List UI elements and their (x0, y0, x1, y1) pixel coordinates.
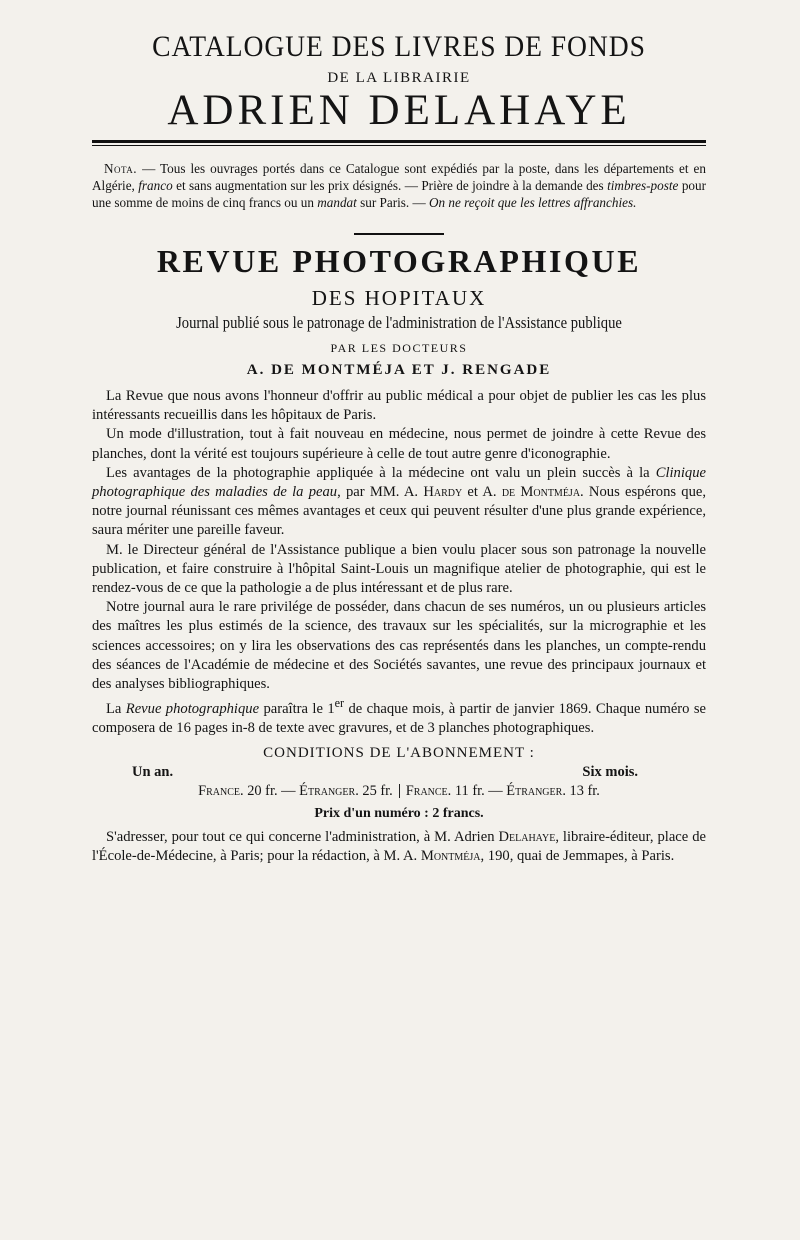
price-1: . 20 fr. — (240, 782, 300, 799)
nota-timbres: timbres-poste (607, 178, 679, 193)
conditions-title: CONDITIONS DE L'ABONNEMENT : (263, 744, 535, 761)
etranger-1: Étranger (299, 782, 356, 799)
address-text-c: , 190, quai de Jemmapes, à Paris. (480, 847, 675, 864)
p3-text-c: et A. (462, 484, 502, 501)
authors: A. DE MONTMÉJA ET J. RENGADE (246, 362, 552, 378)
paragraph-4: M. le Directeur général de l'Assistance publique a bien voulu placer sous son patronage la nouvelle publication, et faire construire à l'hôpital Saint-Louis un magnifique atelier de photographie, qui est le rendez-vous de ce que la pathologie a de plus intéressant et de plus rare. (92, 541, 706, 597)
paragraph-5: Notre journal aura le rare privilége de posséder, dans chacun de ses numéros, un ou plusieurs articles des maîtres les plus estimés de la science, des travaux sur les spécialités, sur la micrographie et les sciences accessoires; on y lira les observations des cas représentés dans les planches, un compte-rendu des séances de l'Académie de médecine et des Sociétés savantes, une revue des principaux journaux et des analyses bibliographiques. (92, 599, 706, 693)
p6-text-b: paraîtra le 1 (259, 701, 335, 718)
price-2: . 25 fr. (355, 782, 393, 799)
revue-title: REVUE PHOTOGRAPHIQUE (156, 243, 642, 279)
address-block (92, 828, 706, 866)
catalogue-title: CATALOGUE DES LIVRES DE FONDS (152, 30, 646, 63)
section-divider (354, 233, 444, 235)
par-les-docteurs: PAR LES DOCTEURS (330, 341, 468, 355)
nota-franco: franco (138, 178, 173, 193)
header-rule-thick (92, 140, 706, 143)
de-la-librairie: DE LA LIBRAIRIE (327, 70, 471, 86)
france-1: France (198, 782, 240, 799)
p6-text-a: La (106, 701, 126, 718)
nota-mandat: mandat (317, 195, 357, 210)
price-line (92, 783, 706, 800)
paragraph-3 (92, 464, 706, 541)
address-delahaye: Delahaye (498, 828, 556, 845)
price-3: . 11 fr. — (447, 782, 507, 799)
nota-lead: Nota. (104, 161, 138, 176)
paragraph-6 (92, 694, 706, 738)
nota-paragraph (92, 160, 706, 211)
france-2: France (405, 782, 448, 799)
prix-numero: Prix d'un numéro : 2 francs. (314, 805, 484, 821)
p6-italic-title: Revue photographique (125, 701, 260, 718)
p3-montmeja: de Montméja (501, 484, 581, 501)
paragraph-2: Un mode d'illustration, tout à fait nouveau en médecine, nous permet de joindre à cette Revue des planches, dont la vérité est toujours supérieure à celle de tout autre genre d'iconographie. (92, 426, 706, 462)
address-text-a: S'adresser, pour tout ce qui concerne l'administration, à M. Adrien (106, 828, 499, 845)
paragraph-1: La Revue que nous avons l'honneur d'offrir au public médical a pour objet de publier les cas les plus intéressants recueillis dans les hôpitaux de Paris. (92, 388, 706, 424)
separator-bar-icon (399, 784, 400, 798)
p3-italic-title: Clinique photographique des maladies de la peau (92, 464, 706, 501)
un-an-label: Un an. (132, 763, 174, 780)
publisher-name: ADRIEN DELAHAYE (167, 87, 631, 134)
p3-hardy: Hardy (423, 484, 463, 501)
nota-text-2: et sans augmentation sur les prix désignés. — Prière de joindre à la demande des (172, 178, 608, 193)
address-text-b: , libraire-éditeur, place de l'École-de-Médecine, à Paris; pour la rédaction, à M. A. (92, 828, 706, 864)
p6-text-c: de chaque mois, à partir de janvier 1869. Chaque numéro se composera de 16 pages in-8 de texte avec gravures, et de 3 planches photographiques. (92, 701, 706, 737)
etranger-2: Étranger (506, 782, 563, 799)
p3-text-a: Les avantages de la photographie appliquée à la médecine ont valu un plein succès à la (106, 464, 656, 481)
revue-subtitle: DES HOPITAUX (311, 286, 487, 310)
nota-lettres: On ne reçoit que les lettres affranchies. (428, 195, 637, 210)
p3-text-b: , par MM. A. (337, 484, 424, 501)
nota-text-4: sur Paris. — (356, 195, 429, 210)
address-paragraph (92, 828, 706, 866)
journal-line: Journal publié sous le patronage de l'administration de l'Assistance publique (176, 313, 622, 332)
nota-text-3: pour une somme de moins de cinq francs ou un (92, 178, 706, 210)
body-text (92, 387, 706, 739)
six-mois-label: Six mois. (582, 763, 638, 780)
nota-text-1: — Tous les ouvrages portés dans ce Catalogue sont expédiés par la poste, dans les départements et en Algérie, (92, 161, 706, 193)
price-header (92, 764, 706, 781)
p3-text-d: . Nous espérons que, notre journal réunissant ces mêmes avantages et ceux qui peuvent résulter d'une plus grande expérience, saura mériter une pareille faveur. (92, 484, 707, 539)
p6-superscript: er (334, 696, 345, 711)
price-4: . 13 fr. (562, 782, 600, 799)
address-montmeja: Montméja (420, 847, 481, 864)
catalogue-page (92, 22, 706, 866)
header-rule-thin (92, 145, 706, 146)
